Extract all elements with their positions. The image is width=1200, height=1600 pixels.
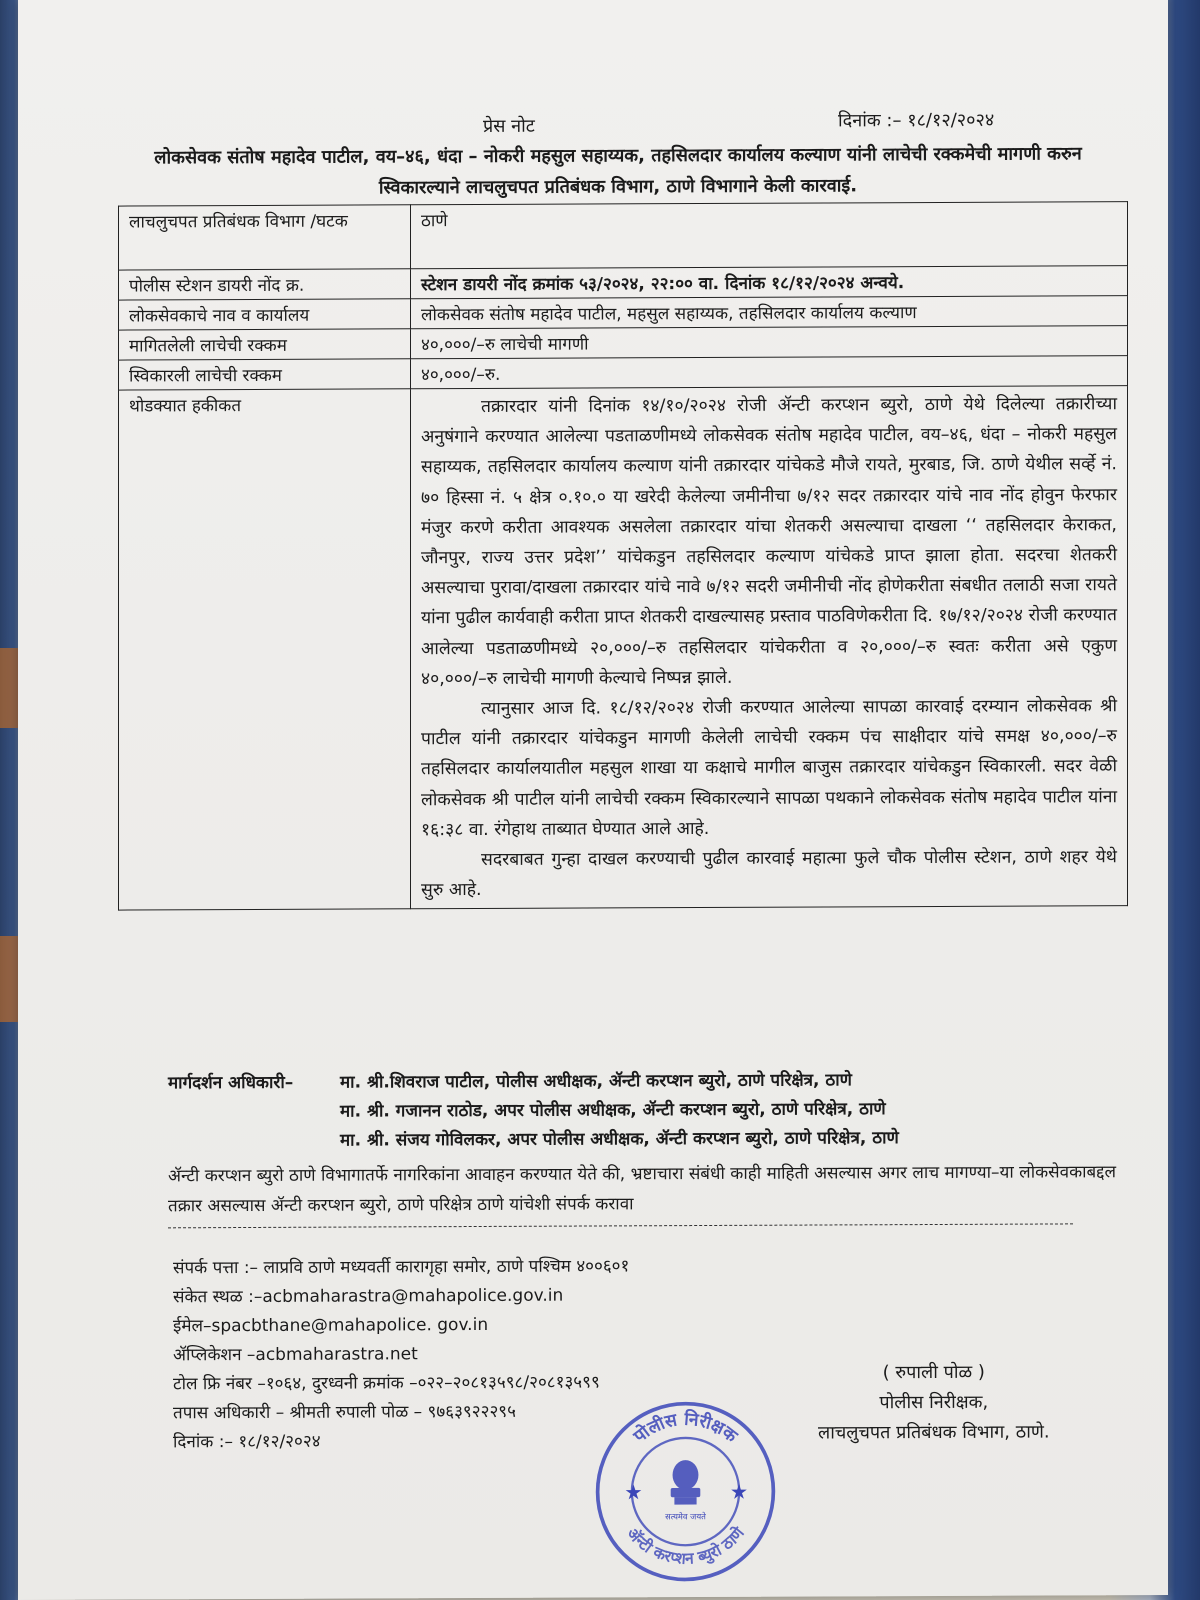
public-appeal: ॲन्टी करप्शन ब्युरो ठाणे विभागातर्फे नागरिकांना आवाहन करण्यात येते की, भ्रष्टाचारा संबंधी काही माहिती असल्यास अगर लाच मागण्या–या लोकसेवकाबद्दल तक्रार असल्यास ॲन्टी करप्शन ब्युरो, ठाणे परिक्षेत्र ठाणे यांचेशी संपर्क करावा: [168, 1162, 1117, 1217]
officer-line: मा. श्री.शिवराज पाटील, पोलीस अधीक्षक, ॲन्टी करप्शन ब्युरो, ठाणे परिक्षेत्र, ठाणे: [340, 1070, 852, 1093]
divider: [168, 1223, 1073, 1228]
summary-paragraph: तक्रारदार यांनी दिनांक १४/१०/२०२४ रोजी ॲन्टी करप्शन ब्युरो, ठाणे येथे दिलेल्या तक्रारीच्या अनुषंगाने करण्यात आलेल्या पडताळणीमध्ये लोकसेवक संतोष महादेव पाटील, वय–४६, धंदा – नोकरी महसुल सहाय्यक, तहसिलदार कार्यालय कल्याण यांनी तक्रारदार यांचेकडे मौजे रायते, मुरबाड, जि. ठाणे येथील सर्व्हे नं. ७० हिस्सा नं. ५ क्षेत्र ०.१०.० या खरेदी केलेल्या जमीनीचा ७/१२ सदर तक्रारदार यांचे नाव नोंद होवुन फेरफार मंजुर करणे करीता आवश्यक असलेला तक्रारदार यांचा शेतकरी असल्याचा दाखला ‘‘ तहसिलदार केराकत, जौनपुर, राज्य उत्तर प्रदेश’’ यांचेकडुन तहसिलदार कल्याण यांचेकडे प्राप्त झाला होता. सदरचा शेतकरी असल्याचा पुरावा/दाखला तक्रारदार यांचे नावे ७/१२ सदरी जमीनीची नोंद होणेकरीता संबधीत तलाठी सजा रायते यांना पुढील कार्यवाही करीता प्राप्त शेतकरी दाखल्यासह प्रस्ताव पाठविणेकरीता दि. १७/१२/२०२४ रोजी करण्यात आलेल्या पडताळणीमध्ये २०,०००/–रु तहसिलदार यांचेकरीता व २०,०००/–रु स्वतः करीता असे एकुण ४०,०००/–रु लाचेची मागणी केल्याचे निष्पन्न झाले.: [421, 394, 1117, 690]
contact-date: दिनांक :– १८/१२/२०२४: [173, 1431, 321, 1453]
table-row: [119, 356, 1128, 390]
stamp-top-text: पोलीस निरीक्षक: [630, 1409, 741, 1448]
guidance-officers: [168, 1066, 899, 1156]
contact-application: ॲप्लिकेशन –acbmaharastra.net: [173, 1344, 418, 1366]
row-value: ठाणे: [411, 202, 1128, 269]
case-details-table: [118, 201, 1128, 911]
row-label: पोलीस स्टेशन डायरी नोंद क्र.: [119, 269, 411, 300]
signatory-office: लाचलुचपत प्रतिबंधक विभाग, ठाणे.: [818, 1421, 1050, 1444]
row-label: मागितलेली लाचेची रक्कम: [119, 329, 411, 360]
star-icon: ★: [624, 1480, 643, 1505]
summary-paragraph: त्यानुसार आज दि. १८/१२/२०२४ रोजी करण्यात आलेल्या सापळा कारवाई दरम्यान लोकसेवक श्री पाटील यांनी तक्रारदार यांचेकडुन मागणी केलेली लाचेची रक्कम पंच साक्षीदार यांचे समक्ष ४०,०००/–रु तहसिलदार कार्यालयातील महसुल शाखा या कक्षाचे मागील बाजुस तक्रारदार यांचेकडुन स्विकारली. सदर वेळी लोकसेवक श्री पाटील यांनी लाचेची रक्कम स्विकारल्याने सापळा पथकाने लोकसेवक संतोष महादेव पाटील यांना १६:३८ वा. रंगेहाथ ताब्यात घेण्यात आले आहे.: [421, 696, 1117, 841]
table-row: [119, 266, 1128, 300]
row-label: स्विकारली लाचेची रक्कम: [119, 359, 411, 390]
row-value: स्टेशन डायरी नोंद क्रमांक ५३/२०२४, २२:०० वा. दिनांक १८/१२/२०२४ अन्वये.: [411, 266, 1128, 299]
header-date: दिनांक :– १८/१२/२०२४: [838, 109, 995, 132]
contact-block: [173, 1252, 629, 1457]
signatory-designation: पोलीस निरीक्षक,: [879, 1391, 989, 1414]
contact-website: संकेत स्थळ :–acbmaharastra@mahapolice.gov.in: [173, 1285, 564, 1308]
contact-phone: टोल फ्रि नंबर –१०६४, दुरध्वनी क्रमांक –०२२–२०८१३५९८/२०८१३५९९: [173, 1372, 600, 1395]
contact-email: ईमेल–spacbthane@mahapolice. gov.in: [173, 1314, 489, 1337]
intro-heading: लोकसेवक संतोष महादेव पाटील, वय–४६, धंदा – नोकरी महसुल सहाय्यक, तहसिलदार कार्यालय कल्याण यांनी लाचेची रक्कमेची मागणी करुन स्विकारल्याने लाचलुचपत प्रतिबंधक विभाग, ठाणे विभागाने केली कारवाई.: [154, 143, 1082, 199]
press-note-page: [18, 0, 1168, 1600]
police-seal-stamp: [593, 1399, 778, 1585]
row-label: थोडक्यात हकीकत: [119, 389, 411, 911]
table-row: [119, 296, 1128, 330]
summary-paragraph: सदरबाबत गुन्हा दाखल करण्याची पुढील कारवाई महात्मा फुले चौक पोलीस स्टेशन, ठाणे शहर येथे सुरु आहे.: [421, 847, 1117, 901]
summary-text: [411, 386, 1128, 910]
emblem-icon: [671, 1460, 701, 1505]
table-row: [119, 386, 1128, 911]
officer-line: मा. श्री. संजय गोविलकर, अपर पोलीस अधीक्षक, ॲन्टी करप्शन ब्युरो, ठाणे परिक्षेत्र, ठाणे: [340, 1128, 899, 1151]
table-row: [119, 202, 1128, 270]
row-value: लोकसेवक संतोष महादेव पाटील, महसुल सहाय्यक, तहसिलदार कार्यालय कल्याण: [411, 296, 1128, 329]
stamp-bottom-text: ॲन्टी करप्शन ब्युरो ठाणे: [623, 1523, 748, 1568]
signatory-name: ( रुपाली पोळ ): [882, 1361, 985, 1384]
page-title: प्रेस नोट: [483, 115, 535, 137]
row-label: लाचलुचपत प्रतिबंधक विभाग /घटक: [119, 205, 411, 270]
officer-line: मा. श्री. गजानन राठोड, अपर पोलीस अधीक्षक, ॲन्टी करप्शन ब्युरो, ठाणे परिक्षेत्र, ठाणे: [340, 1099, 886, 1122]
row-value: ४०,०००/–रु.: [411, 356, 1128, 389]
star-icon: ★: [729, 1479, 749, 1504]
investigating-officer: तपास अधिकारी – श्रीमती रुपाली पोळ – ९७६३९२२२९५: [173, 1401, 516, 1424]
signature-block: [818, 1357, 1050, 1448]
emblem-caption: सत्यमेव जयते: [665, 1511, 706, 1522]
row-label: लोकसेवकाचे नाव व कार्यालय: [119, 299, 411, 330]
table-row: [119, 326, 1128, 360]
contact-address: संपर्क पत्ता :– लाप्रवि ठाणे मध्यवर्ती कारागृहा समोर, ठाणे पश्चिम ४००६०१: [173, 1256, 630, 1279]
row-value: ४०,०००/–रु लाचेची मागणी: [411, 326, 1128, 359]
guidance-label: मार्गदर्शन अधिकारी–: [168, 1072, 294, 1094]
